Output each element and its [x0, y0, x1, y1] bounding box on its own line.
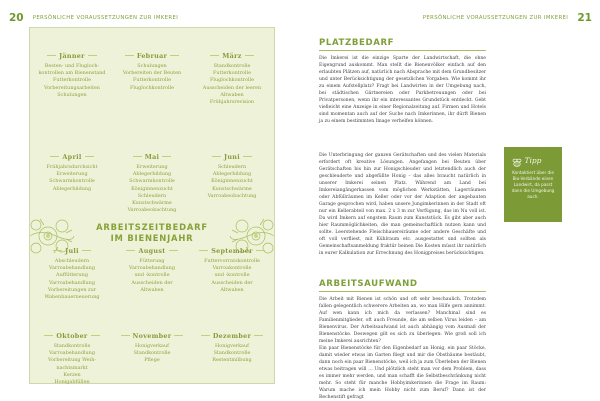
month-task: Pflege [144, 357, 160, 364]
month-task: Varroabeobachtung [207, 192, 257, 199]
month-name [210, 52, 253, 60]
platzbedarf-paragraph-2: Die Unterbringung der ganzen Gerätschaften und des vielen Materials erfordert oft kreative Lösungen. Angefangen bei Beuten über Gerätschaften bis hin zur Honigschleuder und letztendlich auch der geschleuderte und abgefüllte Honig – das alles braucht natürlich in unserer Imkerei seinen Platz. Während am Land bei Imkereiangängerkassen vom möglichen Werkstätten, Lagerräumen oder Abfüllräumen im Keller oder vor der Adaption der angebauten Garage gesprochen wird, haben unsere Jungimkerinnen in der Stadt oft nur ein Kellerabteil von max. 2 x 3 m zur Verfügung, das im Nu voll ist. Da wird Imkern auf engstem Raum zum Kunststück. Es gibt aber auch hier Raummöglichkeiten, die man gemeinschaftlich nutzen kann und sollte. Leerstehende Fleischhauereiräume oder andere Geschäfte und oft voll verfliest, mit Kühlraum etc. ausgestattet und sollten als Gemeinschaftsanmeldung fraktür beinen Die Kosten müsst ihr natürlich in eurer Kalkulation zur Errechnung des Honigpreises berücksichtigen. [319, 153, 486, 256]
month-task: Futterkontrolle [132, 77, 172, 84]
month-task: Wabenbauerneuerung [44, 294, 100, 301]
month-divider [201, 335, 210, 336]
month-task: Futterkontrolle [212, 70, 252, 77]
bee-icon [511, 157, 523, 169]
month-name [126, 247, 177, 255]
month-task: Frühjahrsdurchsicht [46, 164, 98, 170]
month-task: Honigverkauf [135, 343, 169, 349]
month-task-list [112, 343, 192, 365]
month-label: September [211, 246, 253, 255]
left-page-header [9, 6, 179, 24]
month-block [32, 142, 112, 193]
month-divider [85, 156, 94, 157]
right-page-header [422, 6, 592, 24]
month-task: Varroabehandlung [49, 350, 95, 357]
month-task-list [192, 63, 272, 106]
month-task: Ablegerbildung [212, 171, 252, 178]
month-divider [174, 335, 183, 336]
month-label: Juli [65, 246, 79, 255]
month-divider [169, 250, 178, 251]
month-task: Königinnenzucht [131, 185, 173, 192]
month-divider [133, 156, 142, 157]
month-label: April [62, 152, 82, 161]
month-divider [243, 156, 252, 157]
month-block [112, 142, 192, 214]
month-label: Juni [224, 152, 240, 161]
month-task: Ablegerbildung [132, 171, 172, 178]
right-running-head: PERSÖNLICHE VORAUSSETZUNGEN ZUR IMKEREI [422, 15, 569, 21]
month-name [121, 332, 184, 340]
month-block [32, 236, 112, 301]
month-task-list [32, 63, 112, 99]
month-task: Altwaben [220, 286, 244, 293]
month-divider [88, 55, 97, 56]
month-task: Standkontrolle [213, 63, 251, 69]
month-task: Ausscheiden der [211, 279, 253, 286]
month-task: Honigverkauf [215, 343, 249, 349]
left-running-head: PERSÖNLICHE VORAUSSETZUNGEN ZUR IMKEREI [32, 15, 179, 21]
month-label: Februar [136, 51, 168, 60]
month-task: Varroakontrolle [212, 265, 252, 272]
month-task: Restentmilbung [212, 357, 252, 364]
month-divider [53, 250, 62, 251]
month-task-list [32, 343, 112, 386]
month-task: Vorbereiten der Beuten [122, 70, 182, 77]
month-block [192, 236, 272, 294]
month-task-list [112, 258, 192, 294]
month-label: November [132, 331, 172, 340]
month-task: Varroabehandlung [49, 279, 95, 286]
month-divider [126, 250, 135, 251]
month-task-list [112, 164, 192, 214]
month-divider [44, 335, 53, 336]
month-task-list [32, 164, 112, 193]
month-task: Abschleudern [54, 258, 90, 264]
month-task: Schwarmkontrolle [49, 178, 95, 185]
month-task: Vorbereitungsarbeiten [44, 84, 100, 91]
month-name [201, 332, 263, 340]
arbeitsaufwand-paragraph-2: Ein paar Bienenstöcke für den Eigenbedarf an Honig, ein paar Stöcke, damit wieder etwas im Garten fliegt und mir die Obstbäume bestäubt, dann noch ein paar Bienenstöcke, weil ich ja zum Überleben der Bienen etwas beitragen will … Und plötzlich steht man vor dem Problem, dass es immer mehr werden, und man schafft die Selbstbeschränkung nicht mehr. So steht für manche Hobbyimkerinnen die Frage im Raum: Warum mache ich mein Hobby nicht zum Beruf? Dann ist der Rechenstift gefragt [319, 346, 486, 400]
month-label: Oktober [56, 331, 88, 340]
month-block [192, 142, 272, 200]
month-divider [210, 55, 219, 56]
month-task: Altwaben [220, 91, 244, 98]
month-task: Schleudern [217, 164, 247, 170]
month-divider [82, 250, 91, 251]
month-block [192, 41, 272, 106]
month-task: Standkontrolle [53, 343, 91, 349]
month-task: Ausscheiden der leeren [202, 84, 262, 91]
month-task-list [192, 164, 272, 200]
month-block [112, 236, 192, 294]
month-task: Standkontrolle [213, 350, 251, 357]
month-task: Erweiterung [136, 164, 168, 170]
month-task: Schulungen [137, 63, 167, 69]
section-rule [319, 50, 486, 51]
month-divider [125, 55, 134, 56]
month-task: Vorbereitungen zur [47, 286, 97, 293]
month-name [47, 52, 97, 60]
month-task: und -kontrolle [214, 272, 250, 279]
month-name [53, 247, 91, 255]
month-task: Fluglochkontrolle [210, 77, 254, 84]
month-task: Altwaben [140, 286, 164, 293]
month-task: Fluglochkontrolle [130, 84, 174, 91]
left-page-number: 20 [9, 12, 24, 24]
month-task-list [32, 258, 112, 301]
section-title-platzbedarf: PLATZBEDARF [319, 38, 395, 48]
month-name [133, 153, 172, 161]
month-task: Varroabehandlung [129, 265, 175, 272]
month-block [112, 321, 192, 365]
month-block [32, 41, 112, 99]
month-task: Varroabehandlung [49, 265, 95, 272]
tip-title: Tipp [524, 156, 542, 165]
tip-text: Kontaktiert über die Bio-Verbände einen Landwirt, da passt dann die Umgebung auch. [511, 170, 555, 199]
month-task: Ablegerbildung [52, 185, 92, 192]
month-name [44, 332, 99, 340]
tip-box [504, 147, 562, 222]
month-task: Kunstschwärme [132, 200, 172, 207]
month-task: Standkontrolle [133, 350, 171, 357]
section-rule [319, 291, 486, 292]
month-task: Varroabeobachtung [127, 207, 177, 214]
month-divider [50, 156, 59, 157]
month-label: Mai [144, 152, 160, 161]
arbeitsaufwand-paragraph-1: Die Arbeit mit Bienen ist schön und oft sehr beschaulich. Trotzdem fallen gelegentlich schwerere Arbeiten an, wo man Hilfe gern annimmt. Auf wen kann ich mich da verlassen? Manchmal sind es Familienmitglieder, oft auch Freunde, die am selben Virus leiden – am Bienenvirus. Der Arbeitsaufwand ist auch abhängig vom Ausmaß der Bienenstöcke. Deswegen gilt es sich zu überlegen: Wie groß soll ich meine Imkerei ausrichten? [319, 297, 486, 344]
month-name [199, 247, 265, 255]
month-label: März [222, 51, 242, 60]
month-divider [256, 250, 265, 251]
month-task: Frühjahrsrevision [209, 99, 255, 106]
month-block [192, 321, 272, 365]
month-task: Schwarmkontrolle [129, 178, 175, 185]
month-name [50, 153, 93, 161]
month-task: kontrollen am Bienenstand [38, 70, 106, 77]
month-task: Ausscheiden der [131, 279, 173, 286]
month-label: August [138, 246, 166, 255]
month-divider [121, 335, 130, 336]
month-task: Futterkontrolle [52, 77, 92, 84]
month-divider [162, 156, 171, 157]
month-task: Auffütterung [56, 272, 88, 279]
month-task-list [192, 258, 272, 294]
month-task: Honigabfüllen [54, 379, 90, 386]
month-divider [91, 335, 100, 336]
month-task: und -kontrolle [134, 272, 170, 279]
calendar-title-line1: ARBEITSZEITBEDARF [96, 222, 208, 232]
month-task: Kunstschwärme [212, 185, 252, 192]
month-divider [245, 55, 254, 56]
month-task: Königinnenzucht [211, 178, 253, 185]
month-divider [199, 250, 208, 251]
month-name [212, 153, 252, 161]
month-task: Besten- und Flugloch- [44, 63, 100, 69]
month-task: Kerzen [63, 371, 81, 378]
month-task: Vorbereitung Weih- [47, 357, 97, 364]
month-task: Schulungen [57, 91, 87, 98]
month-divider [47, 55, 56, 56]
month-task: Fütterung [139, 258, 165, 264]
month-task: Futtervorratskontrolle [204, 258, 260, 264]
month-task: Erweiterung [56, 171, 88, 178]
calendar-title-line2: IM BIENENJAHR [110, 233, 194, 243]
platzbedarf-paragraph-1: Die Imkerei ist die einzige Sparte der Landwirtschaft, die ohne Eigengrund auskommt. Man stellt die Bienenvölker einfach auf den erlaubten Plätzen auf, natürlich nach Absprache mit dem Grundbesitzer und unter Berücksichtigung der gesetzlichen Vorgaben. Wie kommt ihr zu einem Aufstellplatz? Fragt bei Landwirten in der Umgebung nach, bei städtischen Gärtnereien oder Parkbetreuungen oder bei Privatpersonen, wenn ihr ein interessantes Grundstück entdeckt. Gebt vielleicht eine Anzeige in einer Regionalzeitung auf. Firmen und Hotels sind momentan auch auf der Suche nach Imkerinnen, ihr dürft Bienen ja zu einem bestimmten Image verhelfen können. [319, 56, 486, 124]
month-task-list [192, 343, 272, 365]
month-divider [170, 55, 179, 56]
month-task: Schleudern [137, 192, 167, 199]
section-title-arbeitsaufwand: ARBEITSAUFWAND [319, 279, 418, 289]
month-name [125, 52, 179, 60]
month-task-list [112, 63, 192, 92]
month-label: Dezember [212, 331, 252, 340]
month-divider [254, 335, 263, 336]
right-page-number: 21 [577, 12, 592, 24]
bee-year-calendar [29, 27, 275, 384]
month-task: nachtsmarkt [56, 364, 88, 371]
month-divider [212, 156, 221, 157]
month-block [32, 321, 112, 386]
month-label: Jänner [59, 51, 85, 60]
month-block [112, 41, 192, 92]
